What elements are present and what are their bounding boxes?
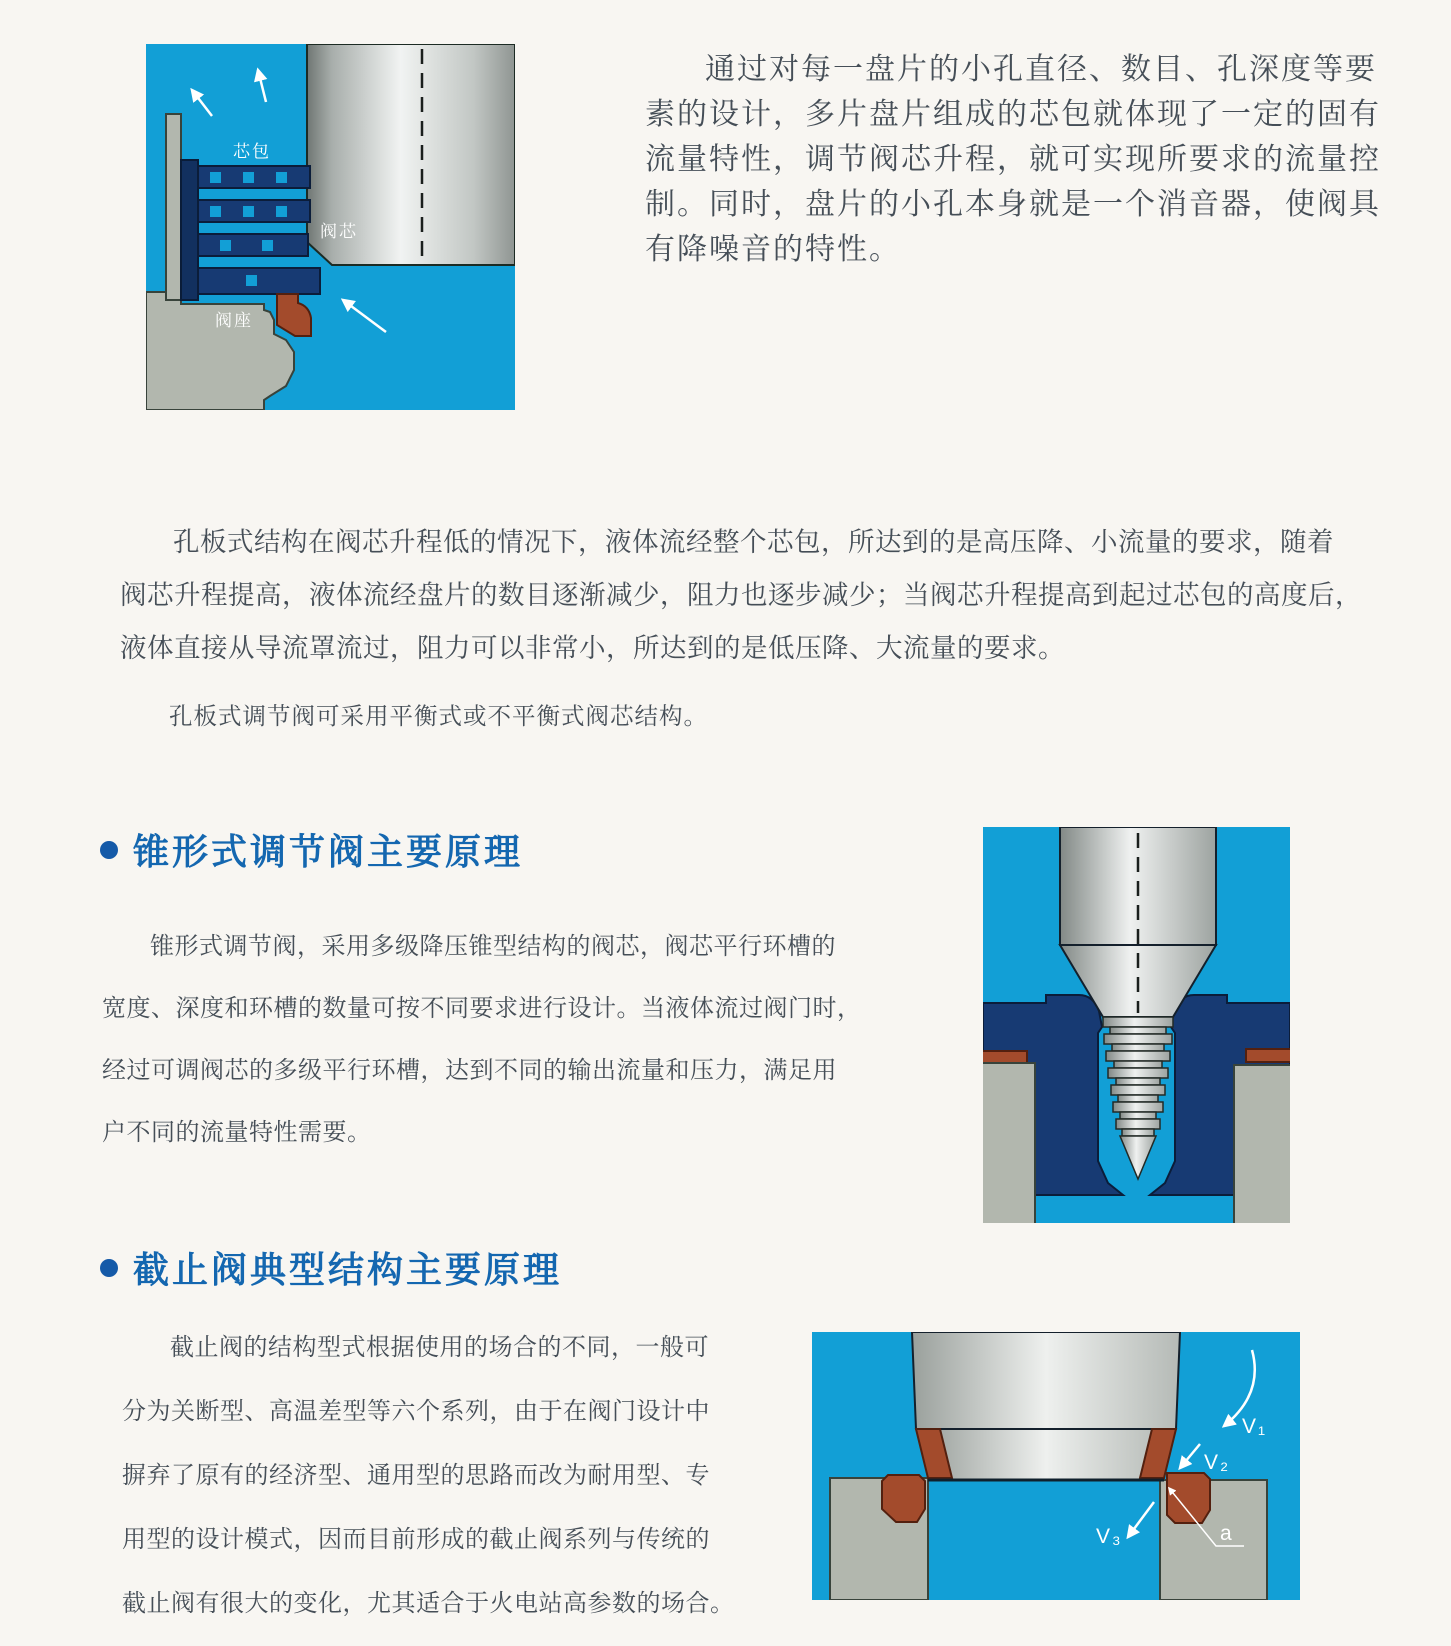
core-pack-label: 芯包 [233, 142, 271, 161]
cone-valve-diagram [983, 827, 1290, 1223]
section-heading-cone [100, 824, 523, 875]
valve-seat-label: 阀座 [215, 311, 253, 330]
seat-block-left-shape [882, 1475, 925, 1522]
seat-block-right-shape [1167, 1473, 1210, 1523]
text-line: 液体直接从导流罩流过，阻力可以非常小，所达到的是低压降、大流量的要求。 [120, 633, 1065, 663]
a-label: a [1220, 1522, 1234, 1545]
cone-paragraph [102, 916, 862, 1164]
text-line: 截止阀有很大的变化，尤其适合于火电站高参数的场合。 [122, 1591, 735, 1617]
text-line: 分为关断型、高温差型等六个系列，由于在阀门设计中 [122, 1399, 710, 1425]
text-line: 阀芯升程提高，液体流经盘片的数目逐渐减少，阻力也逐步减少；当阀芯升程提高到起过芯包的高度后， [120, 580, 1362, 610]
text-line: 通过对每一盘片的小孔直径、数目、孔深度等要 [705, 53, 1377, 86]
plug-shape [912, 1332, 1180, 1480]
v2-label: V₂ [1204, 1451, 1231, 1474]
valve-core-label: 阀芯 [320, 222, 358, 241]
body-block-left-shape [983, 1063, 1035, 1223]
text-line: 经过可调阀芯的多级平行环槽，达到不同的输出流量和压力，满足用 [102, 1058, 837, 1084]
section-title: 锥形式调节阀主要原理 [133, 831, 524, 872]
text-line: 户不同的流量特性需要。 [102, 1120, 372, 1146]
text-line: 有降噪音的特性。 [645, 233, 901, 266]
core-pack-diagram [146, 44, 515, 410]
text-line: 锥形式调节阀，采用多级降压锥型结构的阀芯，阀芯平行环槽的 [150, 934, 836, 960]
text-line: 宽度、深度和环槽的数量可按不同要求进行设计。当液体流过阀门时， [102, 996, 862, 1022]
body-block-right-shape [1234, 1065, 1290, 1223]
text-line: 用型的设计模式，因而目前形成的截止阀系列与传统的 [122, 1527, 710, 1553]
v1-label: V₁ [1242, 1415, 1268, 1438]
stop-valve-paragraph [122, 1316, 735, 1636]
text-line: 孔板式结构在阀芯升程低的情况下，液体流经整个芯包，所达到的是高压降、小流量的要求，随着 [173, 527, 1334, 557]
disc-spine-shape [181, 160, 198, 300]
text-line: 流量特性，调节阀芯升程，就可实现所要求的流量控 [645, 143, 1381, 176]
bullet-icon [100, 1259, 118, 1277]
orifice-paragraph [120, 516, 1362, 675]
section-heading-stop [100, 1242, 562, 1293]
orifice-note-line: 孔板式调节阀可采用平衡式或不平衡式阀芯结构。 [169, 704, 708, 730]
gasket-right-shape [1246, 1049, 1290, 1062]
section-title: 截止阀典型结构主要原理 [133, 1249, 563, 1290]
text-line: 制。同时，盘片的小孔本身就是一个消音器，使阀具 [645, 188, 1381, 221]
text-line: 截止阀的结构型式根据使用的场合的不同，一般可 [170, 1335, 709, 1361]
intro-paragraph [645, 47, 1381, 272]
bullet-icon [100, 841, 118, 859]
text-line: 摒弃了原有的经济型、通用型的思路而改为耐用型、专 [122, 1463, 710, 1489]
v3-label: V₃ [1096, 1525, 1123, 1548]
text-line: 素的设计，多片盘片组成的芯包就体现了一定的固有 [645, 98, 1381, 131]
cage-wall-shape [166, 114, 181, 300]
stop-valve-diagram [812, 1332, 1300, 1600]
